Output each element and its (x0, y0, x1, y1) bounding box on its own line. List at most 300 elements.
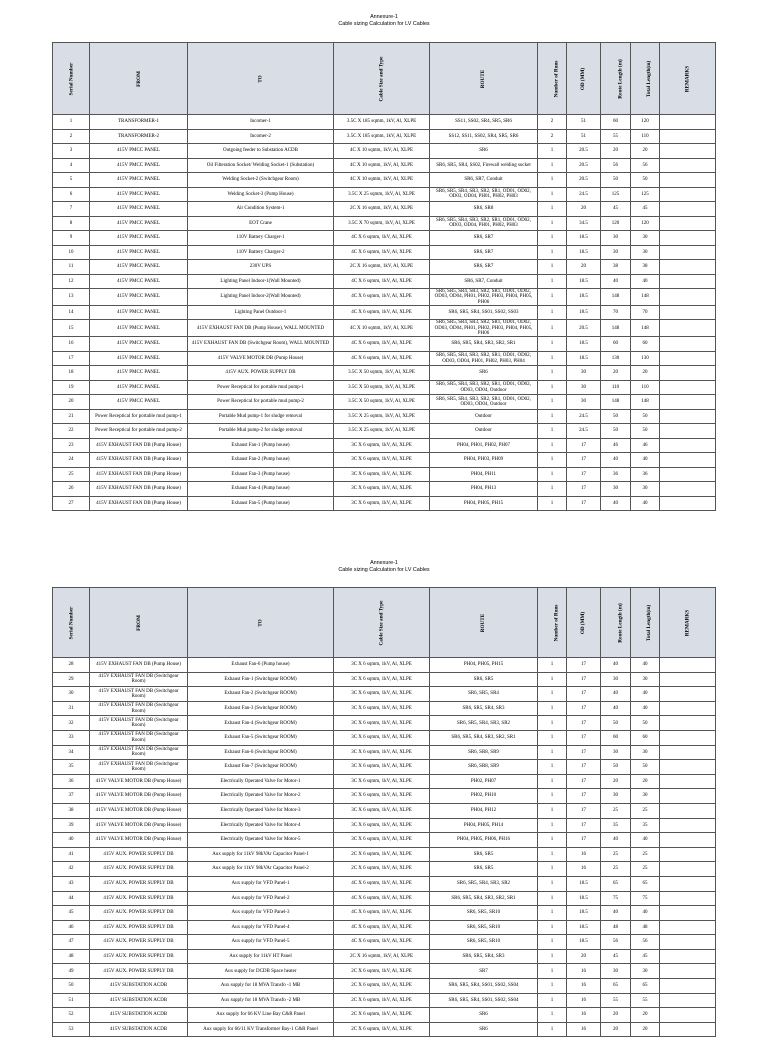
cell-route-length: 60 (601, 115, 631, 130)
cell-cable: 2C X 6 sqmm, 1kV, Al, XLPE (334, 862, 430, 877)
cell-to: Aux supply for VFD Panel-2 (188, 891, 334, 906)
cell-od: 18.5 (567, 935, 601, 950)
cell-serial: 40 (53, 833, 90, 848)
cell-route-length: 60 (601, 337, 631, 352)
cell-total-length: 60 (631, 730, 660, 745)
cell-od: 20 (567, 260, 601, 275)
cell-cable: 3.5C X 25 sqmm, 1kV, Al, XLPE (334, 424, 430, 439)
cell-cable: 4C X 6 sqmm, 1kV, Al, XLPE (334, 305, 430, 320)
cell-serial: 39 (53, 818, 90, 833)
cell-od: 34.5 (567, 216, 601, 231)
title-block (0, 560, 768, 574)
cell-total-length: 120 (631, 115, 660, 130)
cell-runs: 1 (538, 320, 567, 337)
cell-cable: 3C X 6 sqmm, 1kV, Al, XLPE (334, 745, 430, 760)
cell-route-length: 40 (601, 701, 631, 716)
cell-route: SR6 (430, 1022, 538, 1037)
cell-to: Aux supply for VFD Panel-1 (188, 876, 334, 891)
cell-cable: 3C X 6 sqmm, 1kV, Al, XLPE (334, 803, 430, 818)
cell-route-length: 56 (601, 158, 631, 173)
cell-from: 415V PMCC PANEL (90, 380, 188, 395)
header-to: TO (188, 588, 334, 658)
cell-od: 20 (567, 949, 601, 964)
table-row (53, 216, 716, 231)
cell-od: 16 (567, 993, 601, 1008)
cell-runs: 1 (538, 438, 567, 453)
doc-title: Cable sizing Calculation for LV Cables (338, 567, 430, 573)
cell-runs: 1 (538, 891, 567, 906)
cell-route-length: 30 (601, 482, 631, 497)
cell-remarks (660, 245, 716, 260)
cell-od: 51 (567, 115, 601, 130)
cell-route: SR6 (430, 1008, 538, 1023)
cell-to: Lighting Panel Indoor-1(Wall Mounted) (188, 274, 334, 289)
cell-serial: 29 (53, 672, 90, 687)
cell-total-length: 30 (631, 231, 660, 246)
cell-from: 415V EXHAUST FAN DB (Switchgear Room) (90, 672, 188, 687)
cell-total-length: 110 (631, 380, 660, 395)
cell-remarks (660, 453, 716, 468)
table-row (53, 305, 716, 320)
cell-runs: 1 (538, 395, 567, 410)
annex-label: Annexure-1 (370, 560, 398, 566)
cell-to: Aux supply for 11kV HT Panel (188, 949, 334, 964)
cell-cable: 3.5C X 185 sqmm, 1kV, Al, XLPE (334, 115, 430, 130)
cell-total-length: 40 (631, 496, 660, 511)
cell-runs: 1 (538, 803, 567, 818)
cell-route-length: 40 (601, 453, 631, 468)
cell-od: 24.5 (567, 424, 601, 439)
cell-cable: 2C X 6 sqmm, 1kV, Al, XLPE (334, 847, 430, 862)
table-row (53, 672, 716, 687)
cell-serial: 10 (53, 245, 90, 260)
cell-remarks (660, 380, 716, 395)
cell-to: Exhaust Fan-6 (Switchgear ROOM) (188, 745, 334, 760)
cell-route: SS11, SS02, SR4, SR5, SR6 (430, 115, 538, 130)
cell-total-length: 20 (631, 1008, 660, 1023)
cell-route-length: 25 (601, 862, 631, 877)
cell-serial: 41 (53, 847, 90, 862)
cell-serial: 45 (53, 906, 90, 921)
header-route-length: Route Length (m) (601, 43, 631, 115)
cell-total-length: 56 (631, 158, 660, 173)
cell-total-length: 40 (631, 658, 660, 673)
cell-from: 415V PMCC PANEL (90, 351, 188, 366)
table-row (53, 818, 716, 833)
cell-route: SR6, SR5, SR4, SR3, SR2, SR1, OD01, OD02, OD03, OD04, PH01, PH02, PH03, PH04, PH05, PH06 (430, 289, 538, 306)
cell-serial: 52 (53, 1008, 90, 1023)
cell-runs: 1 (538, 245, 567, 260)
cell-cable: 3C X 6 sqmm, 1kV, Al, XLPE (334, 687, 430, 702)
cell-od: 16 (567, 1008, 601, 1023)
cell-cable: 3C X 6 sqmm, 1kV, Al, XLPE (334, 774, 430, 789)
cell-cable: 4C X 6 sqmm, 1kV, Al, XLPE (334, 935, 430, 950)
cell-cable: 3C X 6 sqmm, 1kV, Al, XLPE (334, 453, 430, 468)
table-row (53, 438, 716, 453)
cell-from: 415V PMCC PANEL (90, 366, 188, 381)
cell-from: 415V PMCC PANEL (90, 158, 188, 173)
cell-runs: 1 (538, 158, 567, 173)
cell-to: Aux supply for VFD Panel-4 (188, 920, 334, 935)
cell-from: 415V SUBSTATION ACDB (90, 1022, 188, 1037)
header-runs: Number of Runs (538, 43, 567, 115)
cell-route-length: 35 (601, 818, 631, 833)
cell-cable: 2C X 6 sqmm, 1kV, Al, XLPE (334, 993, 430, 1008)
cell-remarks (660, 745, 716, 760)
cell-route: PH04, PH05, PH06, PH16 (430, 833, 538, 848)
cell-route: SR6, SR5 (430, 847, 538, 862)
cell-route-length: 40 (601, 906, 631, 921)
cell-route: SR6, SR8, SR9 (430, 745, 538, 760)
table-row (53, 395, 716, 410)
cell-od: 18.5 (567, 289, 601, 306)
cell-to: Welding Socket-3 (Pump House) (188, 187, 334, 202)
table-row (53, 847, 716, 862)
cell-route: SR6, SR5, SR4, SR3, SR2, SR1, OD01, OD02, OD03, OD04, Outdoor (430, 380, 538, 395)
cell-total-length: 30 (631, 245, 660, 260)
cell-cable: 2C X 6 sqmm, 1kV, Al, XLPE (334, 1008, 430, 1023)
cell-remarks (660, 320, 716, 337)
header-row (53, 588, 716, 658)
cell-total-length: 60 (631, 337, 660, 352)
cell-od: 20.5 (567, 158, 601, 173)
cell-from: 415V EXHAUST FAN DB (Switchgear Room) (90, 745, 188, 760)
header-route-length: Route Length (m) (601, 588, 631, 658)
cell-cable: 3.5C X 25 sqmm, 1kV, Al, XLPE (334, 187, 430, 202)
cell-remarks (660, 716, 716, 731)
cell-od: 18.5 (567, 351, 601, 366)
cell-runs: 1 (538, 847, 567, 862)
cell-runs: 1 (538, 935, 567, 950)
cell-route: PH04, PH05, PH15 (430, 496, 538, 511)
cell-from: 415V PMCC PANEL (90, 395, 188, 410)
cell-serial: 5 (53, 173, 90, 188)
cell-od: 18.5 (567, 337, 601, 352)
cell-total-length: 65 (631, 876, 660, 891)
cell-runs: 1 (538, 760, 567, 775)
cell-runs: 1 (538, 818, 567, 833)
cell-serial: 9 (53, 231, 90, 246)
cell-serial: 42 (53, 862, 90, 877)
cell-to: 415V EXHAUST FAN DB (Pump House), WALL MOUNTED (188, 320, 334, 337)
cable-table-page-1 (52, 42, 716, 511)
cell-to: Oil Filteration Socket/ Welding Socket-1 (Substation) (188, 158, 334, 173)
cell-od: 16 (567, 862, 601, 877)
cell-cable: 3.5C X 50 sqmm, 1kV, Al, XLPE (334, 380, 430, 395)
cell-cable: 2C X 6 sqmm, 1kV, Al, XLPE (334, 1022, 430, 1037)
cell-remarks (660, 658, 716, 673)
cell-route-length: 60 (601, 730, 631, 745)
cell-from: 415V VALVE MOTOR DB (Pump House) (90, 833, 188, 848)
cell-od: 18.5 (567, 274, 601, 289)
cell-total-length: 30 (631, 789, 660, 804)
cell-runs: 1 (538, 260, 567, 275)
table-row (53, 245, 716, 260)
cell-route: PH04, PH11 (430, 467, 538, 482)
table-row (53, 658, 716, 673)
table-row (53, 993, 716, 1008)
cell-cable: 3C X 6 sqmm, 1kV, Al, XLPE (334, 760, 430, 775)
header-runs: Number of Runs (538, 588, 567, 658)
cell-total-length: 30 (631, 672, 660, 687)
cell-cable: 3C X 6 sqmm, 1kV, Al, XLPE (334, 818, 430, 833)
cell-runs: 1 (538, 716, 567, 731)
cell-to: Exhaust Fan-6 (Pump house) (188, 658, 334, 673)
header-from: FROM (90, 43, 188, 115)
header-total-length: Total Length(m) (631, 43, 660, 115)
cell-runs: 1 (538, 672, 567, 687)
cell-from: 415V PMCC PANEL (90, 245, 188, 260)
table-row (53, 173, 716, 188)
cell-from: 415V PMCC PANEL (90, 216, 188, 231)
cell-route: SR6, SR5, SR4 (430, 687, 538, 702)
cell-serial: 17 (53, 351, 90, 366)
cell-runs: 1 (538, 745, 567, 760)
header-od: OD (MM) (567, 43, 601, 115)
cell-from: 415V EXHAUST FAN DB (Pump House) (90, 482, 188, 497)
cell-od: 17 (567, 687, 601, 702)
cell-route: SR6, SR5, SR4, SS02, Firewall welding socket (430, 158, 538, 173)
table-row (53, 920, 716, 935)
cell-total-length: 30 (631, 745, 660, 760)
table-row (53, 129, 716, 144)
cell-to: Aux supply for VFD Panel-3 (188, 906, 334, 921)
cell-to: 230V UPS (188, 260, 334, 275)
cell-cable: 3C X 6 sqmm, 1kV, Al, XLPE (334, 482, 430, 497)
cell-to: Electrically Operated Valve for Motor-5 (188, 833, 334, 848)
cell-to: Lighting Panel Indoor-2(Wall Mounted) (188, 289, 334, 306)
table-row (53, 351, 716, 366)
cell-total-length: 40 (631, 833, 660, 848)
cell-route: SR6, SR5, SR10 (430, 935, 538, 950)
cell-route: SR6, SR5, SR4, SR3, SR2, SR1 (430, 891, 538, 906)
cell-serial: 15 (53, 320, 90, 337)
cell-cable: 4C X 6 sqmm, 1kV, Al, XLPE (334, 876, 430, 891)
table-row (53, 289, 716, 306)
cell-route: SR6, SR5, SR4, SS01, SS02, SS04 (430, 979, 538, 994)
header-remarks: REMARKS (660, 588, 716, 658)
cell-cable: 4C X 10 sqmm, 1kV, Al, XLPE (334, 144, 430, 159)
cell-serial: 8 (53, 216, 90, 231)
cell-serial: 3 (53, 144, 90, 159)
cell-to: Portable Mud pump-1 for sludge removal (188, 409, 334, 424)
cell-route: SR6, SR7, Conduit (430, 274, 538, 289)
cell-to: Power Receptical for portable mud pump-2 (188, 395, 334, 410)
table-row (53, 862, 716, 877)
cell-total-length: 40 (631, 453, 660, 468)
cell-runs: 1 (538, 482, 567, 497)
cell-total-length: 46 (631, 438, 660, 453)
cell-runs: 1 (538, 964, 567, 979)
cell-total-length: 25 (631, 803, 660, 818)
cell-total-length: 38 (631, 260, 660, 275)
cell-remarks (660, 701, 716, 716)
cell-remarks (660, 274, 716, 289)
cell-cable: 4C X 6 sqmm, 1kV, Al, XLPE (334, 337, 430, 352)
cell-serial: 1 (53, 115, 90, 130)
cell-remarks (660, 144, 716, 159)
cell-cable: 3.5C X 70 sqmm, 1kV, Al, XLPE (334, 216, 430, 231)
cell-od: 17 (567, 482, 601, 497)
doc-title: Cable sizing Calculation for LV Cables (338, 21, 430, 27)
cell-route-length: 125 (601, 187, 631, 202)
cell-serial: 18 (53, 366, 90, 381)
cell-total-length: 25 (631, 847, 660, 862)
cell-runs: 1 (538, 701, 567, 716)
cell-serial: 13 (53, 289, 90, 306)
cell-route-length: 40 (601, 274, 631, 289)
cell-od: 17 (567, 774, 601, 789)
cell-cable: 4C X 10 sqmm, 1kV, Al, XLPE (334, 158, 430, 173)
cell-remarks (660, 803, 716, 818)
cell-route-length: 30 (601, 789, 631, 804)
cell-runs: 1 (538, 979, 567, 994)
cell-od: 17 (567, 818, 601, 833)
cell-serial: 7 (53, 202, 90, 217)
cell-from: 415V PMCC PANEL (90, 144, 188, 159)
cell-runs: 1 (538, 274, 567, 289)
cell-cable: 3C X 6 sqmm, 1kV, Al, XLPE (334, 789, 430, 804)
cell-route-length: 50 (601, 716, 631, 731)
cell-cable: 2C X 6 sqmm, 1kV, Al, XLPE (334, 964, 430, 979)
table-row (53, 979, 716, 994)
cell-from: 415V SUBSTATION ACDB (90, 979, 188, 994)
cell-to: Incomer-2 (188, 129, 334, 144)
table-row (53, 774, 716, 789)
cell-serial: 33 (53, 730, 90, 745)
cell-serial: 26 (53, 482, 90, 497)
cell-remarks (660, 337, 716, 352)
header-row (53, 43, 716, 115)
cell-route-length: 40 (601, 833, 631, 848)
cell-od: 24.5 (567, 187, 601, 202)
cell-remarks (660, 847, 716, 862)
cell-total-length: 40 (631, 687, 660, 702)
cell-serial: 50 (53, 979, 90, 994)
cell-od: 18.5 (567, 920, 601, 935)
cell-route: SR6, SR7 (430, 231, 538, 246)
cell-route: SR6 (430, 144, 538, 159)
cell-cable: 4C X 6 sqmm, 1kV, Al, XLPE (334, 245, 430, 260)
table-row (53, 949, 716, 964)
cell-to: Incomer-1 (188, 115, 334, 130)
cell-route-length: 46 (601, 438, 631, 453)
cell-runs: 1 (538, 467, 567, 482)
cell-remarks (660, 395, 716, 410)
cell-route-length: 50 (601, 173, 631, 188)
cell-runs: 1 (538, 1008, 567, 1023)
cell-from: 415V AUX. POWER SUPPLY DB (90, 906, 188, 921)
cell-from: 415V AUX. POWER SUPPLY DB (90, 920, 188, 935)
cell-total-length: 30 (631, 482, 660, 497)
cell-route-length: 50 (601, 760, 631, 775)
cell-runs: 1 (538, 876, 567, 891)
cable-table-page-2 (52, 587, 716, 1037)
cell-total-length: 50 (631, 409, 660, 424)
cell-runs: 1 (538, 833, 567, 848)
cell-to: 110V Battery Charger-1 (188, 231, 334, 246)
cell-od: 17 (567, 789, 601, 804)
cell-from: 415V AUX. POWER SUPPLY DB (90, 891, 188, 906)
cell-od: 51 (567, 129, 601, 144)
cell-od: 17 (567, 438, 601, 453)
cell-route-length: 148 (601, 395, 631, 410)
cell-to: 415V AUX. POWER SUPPLY DB (188, 366, 334, 381)
cell-route-length: 45 (601, 202, 631, 217)
cell-to: Aux supply for DCDB Space heater (188, 964, 334, 979)
cell-serial: 21 (53, 409, 90, 424)
cell-route: SR6, SR5, SR4, SR3, SR2, SR1, OD01, OD02, OD03, OD04, Outdoor (430, 395, 538, 410)
header-total-length: Total Length(m) (631, 588, 660, 658)
cell-od: 17 (567, 833, 601, 848)
cell-remarks (660, 202, 716, 217)
cell-runs: 1 (538, 144, 567, 159)
cell-to: Exhaust Fan-5 (Pump house) (188, 496, 334, 511)
cell-route-length: 50 (601, 424, 631, 439)
cell-route-length: 75 (601, 891, 631, 906)
table-row (53, 745, 716, 760)
cell-route-length: 55 (601, 993, 631, 1008)
cell-total-length: 36 (631, 467, 660, 482)
cell-runs: 1 (538, 305, 567, 320)
cell-total-length: 50 (631, 760, 660, 775)
cell-remarks (660, 496, 716, 511)
cell-total-length: 48 (631, 920, 660, 935)
cell-total-length: 56 (631, 935, 660, 950)
cell-route-length: 110 (601, 380, 631, 395)
cell-od: 18.5 (567, 876, 601, 891)
cell-route: SR6, SR5, SR4, SR3 (430, 701, 538, 716)
table-row (53, 260, 716, 275)
cell-total-length: 148 (631, 395, 660, 410)
cell-runs: 1 (538, 687, 567, 702)
cell-serial: 31 (53, 701, 90, 716)
cell-total-length: 50 (631, 716, 660, 731)
cell-remarks (660, 305, 716, 320)
cell-remarks (660, 672, 716, 687)
table-row (53, 935, 716, 950)
cell-od: 20.5 (567, 144, 601, 159)
cell-route: SR6, SR5, SR4, SR3, SR2, SR1 (430, 730, 538, 745)
table-row (53, 366, 716, 381)
cell-route: SR6, SR5, SR10 (430, 920, 538, 935)
cell-from: 415V VALVE MOTOR DB (Pump House) (90, 818, 188, 833)
cell-to: Aux supply for 18 MVA Transfo -1 MB (188, 979, 334, 994)
table-row (53, 701, 716, 716)
annex-label: Annexure-1 (370, 14, 398, 20)
cell-od: 30 (567, 395, 601, 410)
cell-cable: 3.5C X 50 sqmm, 1kV, Al, XLPE (334, 395, 430, 410)
cell-od: 20 (567, 202, 601, 217)
cell-route: SR6, SR7 (430, 260, 538, 275)
header-route: ROUTE (430, 588, 538, 658)
cell-route-length: 45 (601, 949, 631, 964)
cell-route-length: 50 (601, 409, 631, 424)
cell-to: Portable Mud pump-2 for sludge removal (188, 424, 334, 439)
cell-cable: 2C X 16 sqmm, 1kV, Al, XLPE (334, 260, 430, 275)
cell-serial: 48 (53, 949, 90, 964)
table-row (53, 231, 716, 246)
cell-route: SR6, SR8 (430, 202, 538, 217)
cell-to: Welding Socket-2 (Switchgear Room) (188, 173, 334, 188)
cell-from: TRANSFORMER-2 (90, 129, 188, 144)
cell-route: SR6, SR5, SR4, SR3, SR2, SR1, OD01, OD02, OD03, OD04, PH01, PH02, PH03 (430, 187, 538, 202)
cell-route: SR6, SR5 (430, 672, 538, 687)
table-row (53, 891, 716, 906)
cell-route-length: 30 (601, 231, 631, 246)
cell-to: Exhaust Fan-5 (Switchgear ROOM) (188, 730, 334, 745)
cell-total-length: 25 (631, 862, 660, 877)
